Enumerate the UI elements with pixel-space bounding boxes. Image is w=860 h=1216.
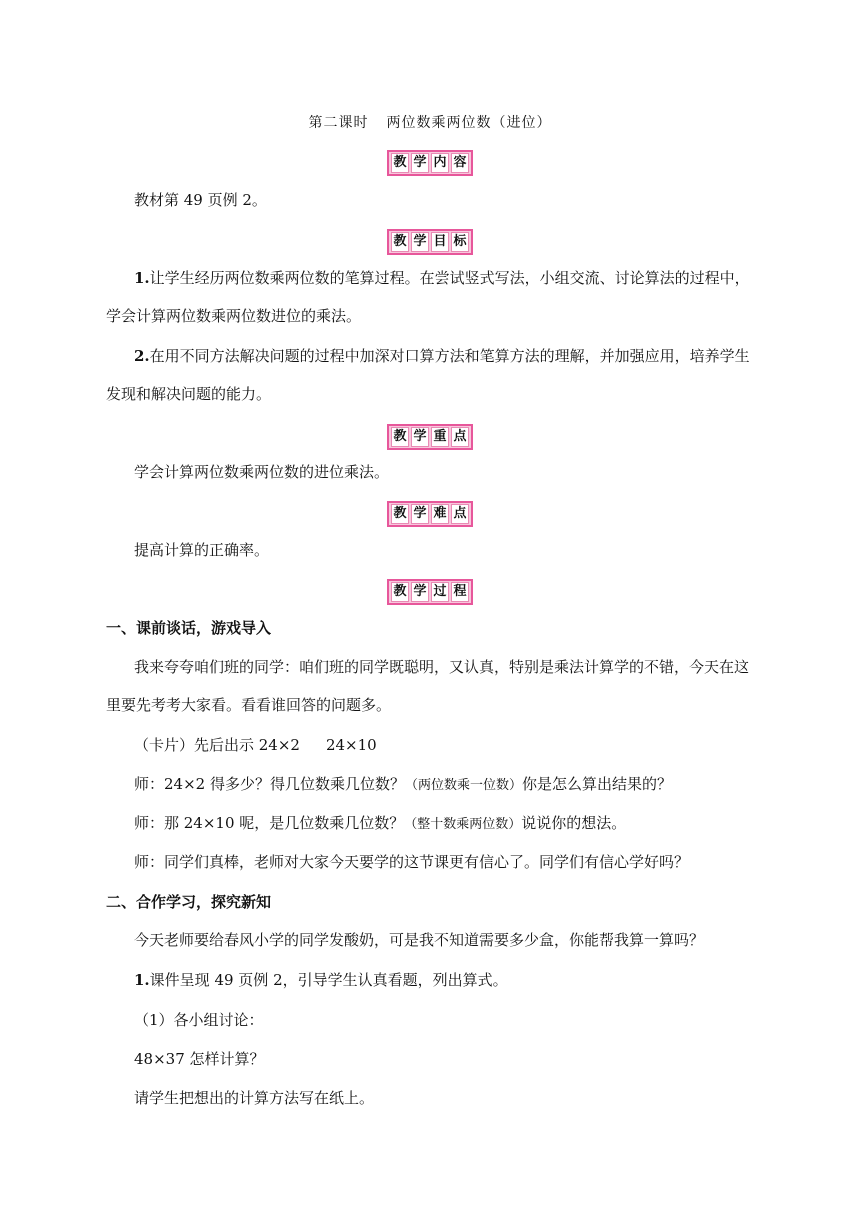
question-1	[134, 765, 756, 805]
goal-1-line1	[106, 259, 756, 297]
difficulty-text: 提高计算的正确率。	[134, 541, 270, 559]
badge-char: 目	[431, 232, 449, 252]
section-badge-process	[387, 579, 473, 605]
card-line	[134, 726, 756, 764]
card-label: （卡片）先后出示 24×2	[134, 736, 300, 754]
section-1-intro-line2: 里要先考考大家看。看看谁回答的问题多。	[106, 696, 392, 714]
badge-char: 学	[411, 232, 429, 252]
key-text: 学会计算两位数乘两位数的进位乘法。	[134, 463, 390, 481]
question-2-text: 师：那 24×10 呢，是几位数乘几位数？	[134, 814, 405, 832]
lesson-title-sub: 两位数乘两位数（进位）	[386, 115, 552, 131]
question-2-tail: 说说你的想法。	[521, 814, 627, 832]
badge-char: 标	[451, 232, 469, 252]
instruction: 请学生把想出的计算方法写在纸上。	[134, 1089, 375, 1107]
badge-char: 过	[431, 582, 449, 602]
section-2-heading: 二、合作学习，探究新知	[106, 893, 272, 911]
goal-1-line2: 学会计算两位数乘两位数进位的乘法。	[106, 307, 362, 325]
badge-char: 学	[411, 504, 429, 524]
lesson-title-main: 第二课时	[308, 115, 369, 131]
section-badge-content	[387, 150, 473, 176]
card-value-2: 24×10	[325, 736, 377, 754]
badge-char: 教	[391, 427, 409, 447]
goal-1-number: 1.	[134, 269, 150, 287]
goal-1-text: 让学生经历两位数乘两位数的笔算过程。在尝试竖式写法，小组交流、讨论算法的过程中，	[149, 269, 750, 287]
goal-2-line2: 发现和解决问题的能力。	[106, 385, 272, 403]
expression: 48×37 怎样计算？	[134, 1050, 265, 1068]
badge-char: 教	[391, 582, 409, 602]
badge-char: 点	[451, 504, 469, 524]
sub-step-1: （1）各小组讨论：	[134, 1011, 264, 1029]
badge-char: 重	[431, 427, 449, 447]
section-badge-process-wrap	[0, 579, 860, 605]
question-1-tail: 你是怎么算出结果的？	[521, 775, 672, 793]
section-badge-goal	[387, 229, 473, 255]
question-1-note: （两位数乘一位数）	[404, 778, 522, 793]
badge-char: 容	[451, 153, 469, 173]
step-1-number: 1.	[134, 971, 150, 989]
badge-char: 学	[411, 582, 429, 602]
section-1-heading: 一、课前谈话，游戏导入	[106, 619, 272, 637]
section-badge-goal-wrap	[0, 229, 860, 255]
section-2-intro: 今天老师要给春风小学的同学发酸奶，可是我不知道需要多少盒，你能帮我算一算吗？	[134, 931, 705, 949]
section-badge-content-wrap	[0, 150, 860, 176]
section-badge-difficulty-wrap	[0, 501, 860, 527]
badge-char: 教	[391, 153, 409, 173]
question-3: 师：同学们真棒，老师对大家今天要学的这节课更有信心了。同学们有信心学好吗？	[134, 853, 690, 871]
section-1-intro-line1: 我来夸夸咱们班的同学：咱们班的同学既聪明，又认真，特别是乘法计算学的不错，今天在这	[134, 658, 750, 676]
lesson-title	[0, 112, 860, 132]
badge-char: 难	[431, 504, 449, 524]
content-text: 教材第 49 页例 2。	[134, 191, 267, 209]
step-1	[134, 961, 756, 999]
badge-char: 点	[451, 427, 469, 447]
goal-2-line1	[106, 337, 756, 375]
badge-char: 教	[391, 504, 409, 524]
goal-2-number: 2.	[134, 347, 150, 365]
question-2	[134, 804, 756, 844]
section-badge-key	[387, 424, 473, 450]
badge-char: 学	[411, 427, 429, 447]
step-1-text: 课件呈现 49 页例 2，引导学生认真看题，列出算式。	[149, 971, 508, 989]
badge-char: 教	[391, 232, 409, 252]
section-badge-difficulty	[387, 501, 473, 527]
section-badge-key-wrap	[0, 424, 860, 450]
badge-char: 程	[451, 582, 469, 602]
question-1-text: 师：24×2 得多少？得几位数乘几位数？	[134, 775, 405, 793]
goal-2-text: 在用不同方法解决问题的过程中加深对口算方法和笔算方法的理解，并加强应用，培养学生	[149, 347, 750, 365]
badge-char: 学	[411, 153, 429, 173]
question-2-note: （整十数乘两位数）	[404, 817, 522, 832]
badge-char: 内	[431, 153, 449, 173]
